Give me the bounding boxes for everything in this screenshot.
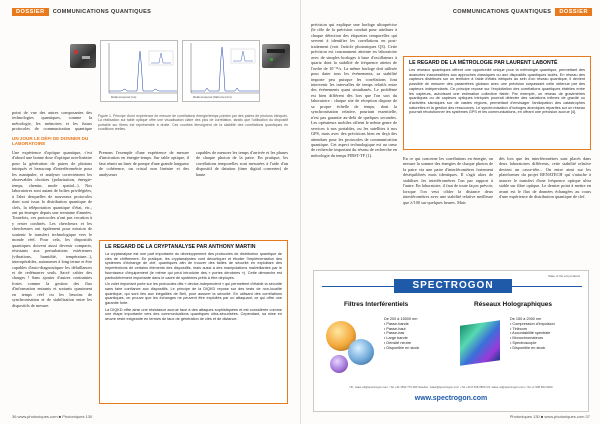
- metrology-box-body: Les réseaux quantiques offrent une opportunité unique pour la métrologie quantique, permettant des avancées inaccessibles aux approches classiques ou aux dispositifs quantiques isolés. En réseau des capteurs distribués sur un territoire à l'aide d'états intriqués au sein d'un réseau quantique, il devient possible de mesurer des paramètres globaux avec une précision surpassant celle obtenue par des capteurs indépendants. Ce principe repose sur l'exploitation des corrélations quantiques établies entre les capteurs, autorisant une estimation collective fiable. Par exemple, un réseau de gravimètres quantiques ou de capteurs optiques intriqués pourrait détecter des variations infimes de gravité ou d'activités sismiques sur de vastes régions, permettant d'envisager l'anticipation des catastrophes naturelles et la gestion des ressources. Le synchronisation d'horloges atomiques réparties sur un réseau pourrait révolutionner les systèmes GPS et les communications, en offrant une précision accrue [4].: [409, 68, 585, 115]
- figure-caption: Figure 1. Principe d'une expérience de mesure de corrélations énergie/temps pointes par des paires de photons intriqués. La réalisation sur table optique offre une visualisation claire des pics de corrélation, tandis que l'utilisation du dispositif portable sur fibres est représentée à droite. Ces courbes témoignent de la stabilité des corrélations quantiques en conditions réelles.: [98, 114, 288, 131]
- col3-text: capables de mesurer les temps d'arrivée et les phases de chaque photon de la paire. En pratique, les corrélations temporelles sont mesurées à l'aide d'un dispositif de datation (time digital converter) de haute: [196, 150, 288, 177]
- grating-product-image: [456, 315, 506, 377]
- ad-contact: UK: sales.uk@spectrogon.com • Tel +44 1592 770 000 Sweden: sales@spectrogon.com • Tel +46 8 638 2800 US: sales.us@spectrogon.com • Tel +1 908 834 9400: [349, 385, 553, 389]
- right-col3-text: dès lors que les interféromètres sont placés dans deux laboratoires différents, cette stabilité relative devient un casse-tête... On entre ainsi sur les plateformes du projet RENATECH qui s'attache à assurer le transfert d'une fréquence optique ultra stable sur fibre optique. Le dernier point à mettre en avant est le flux de données échangées au cours d'une expérience de distribution quantique de clef.: [499, 156, 591, 200]
- col2-text: Prenons l'exemple d'une expérience de mesure d'intrication en énergie-temps. Sur table optique, il faut réunir un laser de pompe d'une grande longueur de cohérence, un cristal non linéaire et des analyseurs: [99, 150, 189, 177]
- footer-right: Photoniques 130 ■ www.photoniques.com 37: [509, 414, 590, 419]
- section-title-right: COMMUNICATIONS QUANTIQUES: [452, 9, 552, 15]
- cryptanalysis-p1: La cryptanalyse est une part importante du développement des protocoles de distribution quantique de clés de chiffrement. En pratique, les cryptanalystes vont décortiquer et étudier l'implémentation des systèmes d'échange de clef, quantiques afin de trouver des failles de sécurité en exploitant des imperfections de certains éléments des dispositifs, mais aussi à des manipulations malveillantes par le fournisseur d'équipement (le même qui peut introduire des « portes dérobées »). Cette démarche est particulièrement importante dans le cadre de systèmes prêts à être déployés.: [105, 252, 282, 280]
- optical-table-photo: [70, 44, 96, 68]
- cryptanalysis-p2: Un volet important porte sur les protocoles dits « device-independent » qui permettent d'établir la sécurité sans faire confiance aux dispositifs. Le principe de la DIQKD repose sur des tests de non-localité quantique, qui sont liés aux inégalités de Bell, pour assurer la sécurité. En utilisant des corrélations quantiques, on prouve que les échanges ne peuvent être exploités par un attaquant, ce qui offre une garantie forte.: [105, 282, 282, 306]
- section-title: COMMUNICATIONS QUANTIQUES: [52, 9, 152, 15]
- metrology-box-title: LE REGARD DE LA MÉTROLOGIE PAR LAURENT LABONTÉ: [409, 60, 558, 66]
- dossier-tag-right: DOSSIER: [555, 8, 592, 16]
- portable-device-photo: [262, 44, 290, 68]
- ad-left-heading: Filtres Interférentiels: [344, 301, 409, 308]
- cryptanalysis-box-title: LE REGARD DE LA CRYPTANALYSE PAR ANTHONY MARTIN: [105, 244, 256, 250]
- spectrogon-logo: SPECTROGON: [394, 279, 512, 293]
- subhead: UN JOUR LE DÉFI DE DONNER DU LABORATOIRE: [12, 136, 89, 147]
- spectrogon-ad[interactable]: [313, 270, 589, 412]
- page-header-right: [449, 7, 592, 17]
- plot-right: [182, 40, 260, 102]
- right-col1-text: précision qui explique une horloge ultraprécise (le rôle de la précision conduit pour attribuer à chaque détection des étiquettes temporelles qui servent à identifier les corrélations en post-traitement (voir l'article photoniques Q3). Cette précision est couramment atteinte en laboratoire avec de simples horloges à base d'oscillateurs à quartz dont la stabilité de fréquence atteint de l'ordre de 10⁻¹¹/s. La même horloge doit utilisée pour dater tous les événements, sa stabilité importe peu puisque les corrélations font intervenir les intervalles de temps relatifs entre des événements quasi simultanés. Le problème est bien différent dès lors que l'on sort du laboratoire : chaque site de réception dispose de sa propre échelle de temps, dont la synchronisation relative, pourtant essentielle, n'est pas garantie au-delà de quelques secondes. Les opérateurs mobiles offrent le même genre de services à nos portables, ou les satellites à nos GPS, mais avec des précisions bien en deçà des attendues pour les protocoles de communication quantique. Cet aspect technologique est au cœur de recherche important du réseau de recherche en métrologie du temps FIRST-TF (1).: [311, 22, 397, 158]
- right-col2-text: En ce qui concerne les corrélations en énergie, on mesure la somme des énergies de chaque photon de la paire via une paire d'interféromètres fortement déséquilibrés mais identiques. Il s'agit alors de stabiliser les interféromètres l'un par rapport à l'autre. En laboratoire, il faut de toute façon prévoir, lorsque l'on veut cibler la distance deux interféromètres avec une stabilité relative meilleure que λ/100 sur quelques heures. Mais: [403, 156, 493, 205]
- page-header-left: [12, 7, 155, 17]
- plot-right-xlabel: Délai temporel (fiabo ber km): [193, 95, 232, 99]
- ad-right-list: De 150 à 2000 nm • Compression d'impulsion • Télécom • Accordabilité spectrale • Monochromateurs • Spectroscopie • Disponible en stock: [510, 317, 555, 350]
- plot-left: [100, 40, 178, 102]
- cryptanalysis-box: [99, 240, 288, 404]
- filter-product-image: [322, 315, 382, 377]
- figure-1: [70, 40, 292, 112]
- plot-left-xlabel: Délai temporel (ns): [111, 95, 137, 99]
- ad-url-link[interactable]: www.spectrogon.com: [414, 395, 488, 402]
- cryptanalysis-p3: La DIQKD offre ainsi une résistance accrue face à des attaques sophistiquées et est considérée comme une étape importante vers des communications quantiques ultra-sécurisées. Cependant, sa mise en œuvre reste exigeante en termes de taux de génération de clés et de distance.: [105, 307, 282, 322]
- col1-body: Une expérience d'optique quantique, c'est d'abord une bonne dose d'optique non-linéaire pour la génération de paires de photons intriqués et beaucoup d'interférométrie pour les manipuler, et analyser correctement les observables choisies (polarisation, énergie-temps, chemin, mode spatial...). Nos laboratoires sont autant de boîtes privilégiées, à l'abri desquelles de nouveaux protocoles dont sont issus la distribution quantique de clefs, la téléportation quantique d'état, etc., ont pu émerger depuis une trentaine d'années. Toutefois, ces protocoles n'ont pas vocation à y rester confinés. Les chercheurs et les chercheuses ont également pour mission de soutenir le transfert technologique vers le monde réel. Pour cela, les dispositifs quantiques doivent aussi devenir compacts, résistants aux perturbations extérieures (vibrations, humidité, température...), interopérables, autonomes à long terme et être capables d'auto-diagnostiquer les défaillances et de redémarrer seuls. Sacré cahier des charges ! Sans ajouter d'autres contraintes fortes comme la gestion des flux d'information entrants et sortants quasiment en temps réel ou les besoins de synchronisation et de stabilisation entre les dispositifs de mesure.: [12, 150, 92, 308]
- ad-left-list: De 200 à 15000 nm • Passe-bande • Passe-haut • Passe-bas • Large bande • Densité neutre • Disponible en stock: [384, 317, 420, 350]
- ad-note: State of the art products: [547, 274, 580, 278]
- right-page: [300, 0, 600, 424]
- metrology-box: [403, 56, 591, 150]
- dossier-tag: DOSSIER: [12, 8, 49, 16]
- ad-right-heading: Réseaux Holographiques: [474, 301, 553, 308]
- footer-left: 36 www.photoniques.com ■ Photoniques 130: [12, 414, 93, 419]
- col1-intro: point de vue des autres composantes des technologies quantiques, comme la métrologie, les mémoires et les futurs protocoles de communication quantique: [12, 110, 92, 132]
